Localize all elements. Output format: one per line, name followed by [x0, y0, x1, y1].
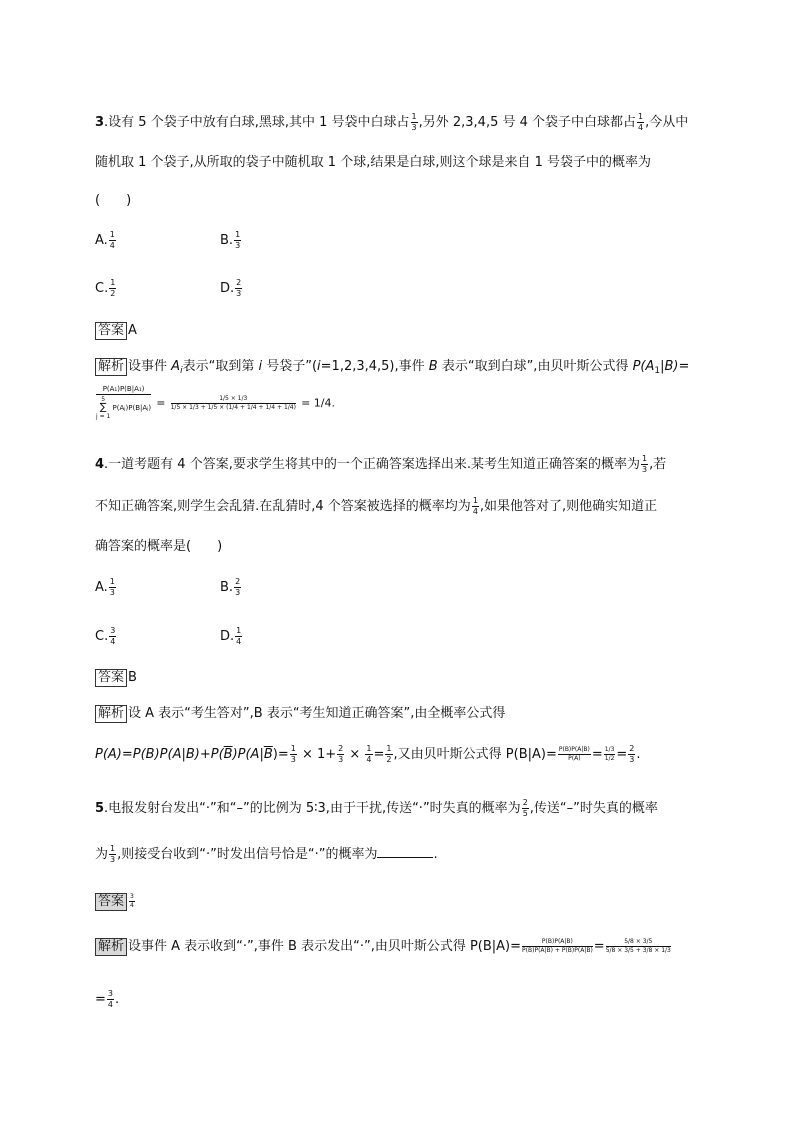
q3-text-c: ,今从中 — [645, 115, 689, 130]
q5-frac-one-third: $\frac{1}{3}$ — [110, 844, 116, 864]
q3-number: 3 — [95, 115, 105, 130]
q3-option-b[interactable]: B. $\frac{1}{3}$ — [220, 230, 241, 250]
q4-analysis-line1: 解析 设 A 表示“考生答对”,B 表示“考生知道正确答案”,由全概率公式得 — [95, 705, 505, 723]
q4-frac-one-third: $\frac{1}{3}$ — [641, 454, 648, 474]
sigma-symbol: 5 ∑ j = 1 — [96, 396, 111, 420]
q3-line2: 随机取 1 个袋子,从所取的袋子中随机取 1 个球,结果是白球,则这个球是来自 1 号袋子中的概率为 — [95, 155, 652, 170]
q3-text-a: .设有 5 个袋子中放有白球,黑球,其中 1 号袋中白球占 — [104, 115, 410, 130]
q3-text-b: ,另外 2,3,4,5 号 4 个袋子中白球都占 — [418, 115, 637, 130]
q5-analysis-line1: 解析 设事件 A 表示收到“·”,事件 B 表示发出“·”,由贝叶斯公式得 P(B|A)= $\frac{P(B)P(A|B)}{P(B)P(A|B) + P(B̄)P(A|B̄)}$ = $\frac{5/8 \times 3/5}{5/8 \times 3/5 + 3/8 \times 1/3}$ — [95, 938, 672, 956]
q5-frac-two-fifths: $\frac{2}{5}$ — [522, 798, 528, 818]
analysis-tag: 解析 — [95, 938, 127, 956]
q3-option-a[interactable]: A. $\frac{1}{4}$ — [95, 230, 115, 250]
q4-option-c[interactable]: C. $\frac{3}{4}$ — [95, 626, 116, 646]
q3-substituted-fraction: $\frac{1/5 \times 1/3}{1/5 \times 1/3 + 1/5 \times (1/4 + 1/4 + 1/4 + 1/4)}$ — [170, 394, 296, 411]
q4-number: 4 — [95, 457, 105, 472]
q5-substituted-fraction: $\frac{5/8 \times 3/5}{5/8 \times 3/5 + 3/8 \times 1/3}$ — [605, 938, 671, 954]
q4-analysis-line2: $P(A)=P(B)P(A|B)+P(\overline{B})P(A|\overline{B})=$ $\frac{1}{3}$ × 1+ $\frac{2}{3}$ × $\frac{1}{4}$ = $\frac{1}{2}$ ,又由贝叶斯公式得 P(B|A)= $\frac{P(B)P(A|B)}{P(A)}$ = $\frac{1/3}{1/2}$ = $\frac{2}{3}$ . — [95, 744, 641, 764]
q3-analysis-line1: 解析 设事件 $A_i$表示“取到第 i 号袋子”(i=1,2,3,4,5),事件 B 表示“取到白球”,由贝叶斯公式得 $P(A_1|B)=$ — [95, 358, 689, 380]
q5-answer — [95, 893, 136, 911]
answer-tag: 答案 — [95, 322, 127, 340]
q3-option-c[interactable]: C. $\frac{1}{2}$ — [95, 278, 116, 298]
q4-option-d[interactable]: D. $\frac{1}{4}$ — [220, 626, 242, 646]
q3-line1 — [95, 113, 688, 132]
q4-line3: 确答案的概率是( ) — [95, 539, 223, 554]
answer-tag: 答案 — [95, 893, 127, 911]
analysis-tag: 解析 — [95, 358, 127, 376]
q3-analysis-formula: P(A₁)P(B|A₁) 5 ∑ j = 1 P(Aⱼ)P(B|Aⱼ) = $\frac{1/5 \times 1/3}{1/5 \times 1/3 + 1/5 \times (1/4 + 1/4 + 1/4 + 1/4)}$ = 1/4. — [96, 385, 335, 420]
q5-bayes-fraction: $\frac{P(B)P(A|B)}{P(B)P(A|B) + P(B̄)P(A|B̄)}$ — [522, 938, 593, 954]
q4-answer-value: B — [128, 670, 137, 685]
q3-frac-one-third: $\frac{1}{3}$ — [411, 112, 417, 132]
q4-option-a[interactable]: A. $\frac{1}{3}$ — [95, 577, 115, 597]
analysis-tag: 解析 — [95, 705, 127, 723]
q4-answer — [95, 669, 137, 687]
q5-line1: 5.电报发射台发出“·”和“–”的比例为 5∶3,由于干扰,传送“·”时失真的概率为 $\frac{2}{5}$ ,传送“–”时失真的概率 — [95, 798, 658, 818]
q4-line2: 不知正确答案,则学生会乱猜.在乱猜时,4 个答案被选择的概率均为 $\frac{1}{4}$ ,如果他答对了,则他确实知道正 — [95, 496, 658, 516]
q3-bayes-fraction: P(A₁)P(B|A₁) 5 ∑ j = 1 P(Aⱼ)P(B|Aⱼ) — [96, 385, 152, 420]
q5-answer-value: $\frac{3}{4}$ — [130, 893, 134, 909]
q4-option-b[interactable]: B. $\frac{2}{3}$ — [220, 577, 241, 597]
answer-blank[interactable] — [377, 845, 433, 858]
q3-answer — [95, 322, 137, 340]
q3-line3: ( ) — [95, 193, 132, 208]
q3-answer-value: A — [128, 323, 137, 338]
q5-line2: 为 $\frac{1}{3}$ ,则接受台收到“·”时发出信号恰是“·”的概率为 . — [95, 844, 438, 864]
q3-option-d[interactable]: D. $\frac{2}{3}$ — [220, 278, 242, 298]
answer-tag: 答案 — [95, 669, 127, 687]
q3-frac-one-quarter: $\frac{1}{4}$ — [638, 112, 644, 132]
q5-number: 5 — [95, 801, 105, 816]
q4-line1: 4.一道考题有 4 个答案,要求学生将其中的一个正确答案选择出来.某考生知道正确答案的概率为 $\frac{1}{3}$ ,若 — [95, 454, 667, 474]
q3-result: = 1/4. — [301, 396, 335, 410]
q4-frac-one-quarter: $\frac{1}{4}$ — [472, 496, 478, 516]
q5-result: = $\frac{3}{4}$ . — [95, 989, 120, 1009]
